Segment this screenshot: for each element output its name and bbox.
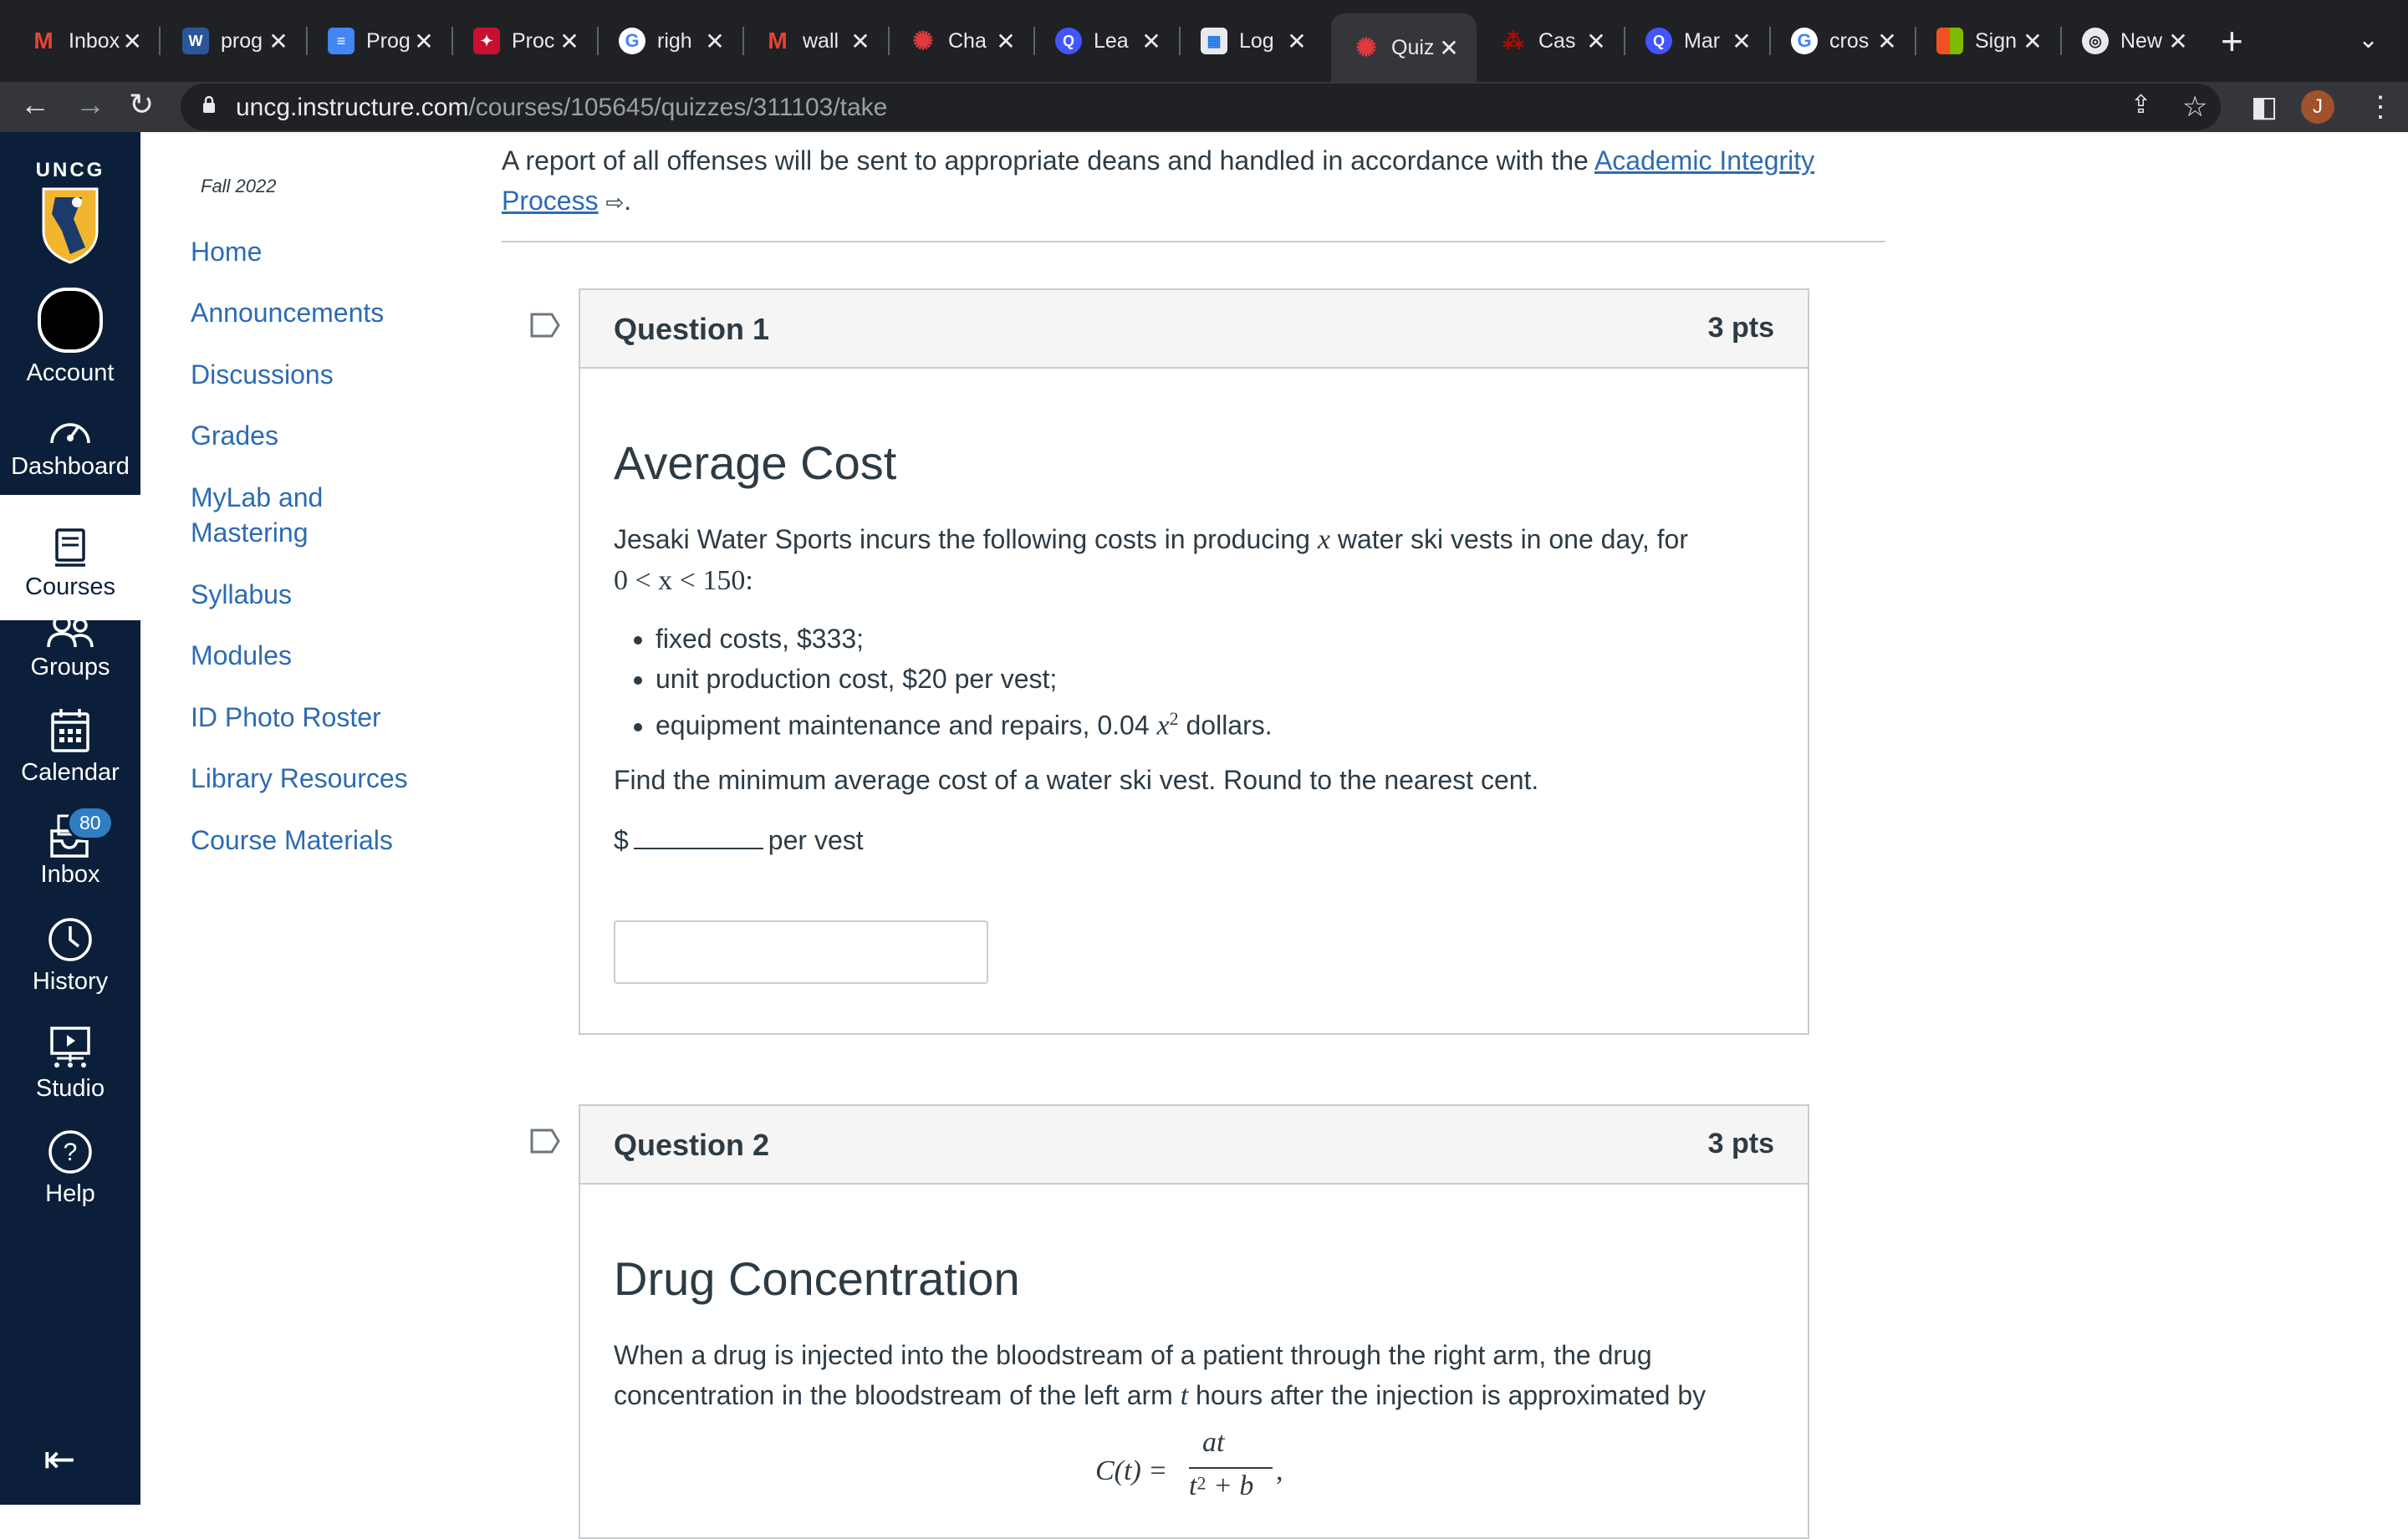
answer-format-line bbox=[614, 820, 1784, 860]
nav-inbox[interactable] bbox=[0, 806, 140, 889]
external-link-icon: ⇨ bbox=[605, 190, 625, 215]
question-prompt: Find the minimum average cost of a water ski vest. Round to the nearest cent. bbox=[614, 765, 1539, 795]
close-icon[interactable]: ✕ bbox=[559, 28, 579, 54]
close-icon[interactable]: ✕ bbox=[705, 28, 725, 54]
browser-tab[interactable] bbox=[1179, 15, 1324, 67]
tab-label: righ bbox=[657, 28, 692, 53]
close-icon[interactable]: ✕ bbox=[414, 28, 434, 54]
microsoft-icon bbox=[1936, 28, 1963, 54]
math-var: t bbox=[1189, 1470, 1197, 1501]
course-nav-library-resources[interactable]: Library Resources bbox=[191, 763, 408, 793]
canvas-icon: ✺ bbox=[912, 27, 934, 55]
question-title: Question 2 bbox=[614, 1128, 770, 1162]
global-navigation bbox=[0, 132, 140, 1505]
help-icon bbox=[47, 1129, 94, 1175]
address-bar[interactable] bbox=[181, 84, 2221, 130]
course-nav-discussions[interactable]: Discussions bbox=[191, 359, 334, 390]
school-logo-text: UNCG bbox=[35, 159, 105, 181]
formula-denominator bbox=[1189, 1470, 1253, 1502]
course-term: Fall 2022 bbox=[201, 176, 277, 196]
unit-label: per vest bbox=[768, 825, 864, 855]
calendar-icon bbox=[49, 707, 91, 754]
text-part: When a drug is injected into the bloodstream of a patient through the right arm, the drug bbox=[614, 1340, 1652, 1370]
nav-history[interactable] bbox=[0, 916, 140, 996]
tab-search-chevron-icon[interactable]: ⌄ bbox=[2358, 26, 2380, 54]
browser-tab[interactable] bbox=[8, 15, 149, 67]
list-item-text: equipment maintenance and repairs, 0.04 bbox=[656, 710, 1157, 741]
question-header bbox=[580, 1106, 1808, 1185]
close-icon[interactable]: ✕ bbox=[1141, 28, 1161, 54]
formula bbox=[1095, 1427, 1346, 1524]
close-icon[interactable]: ✕ bbox=[996, 28, 1016, 54]
divider bbox=[502, 241, 1885, 242]
course-nav-syllabus[interactable]: Syllabus bbox=[191, 579, 292, 609]
new-tab-button[interactable]: + bbox=[2221, 19, 2243, 63]
back-arrow-icon[interactable]: ← bbox=[20, 87, 50, 121]
math-var: x bbox=[1317, 524, 1330, 555]
course-nav-id-photo-roster[interactable]: ID Photo Roster bbox=[191, 702, 381, 732]
tab-label: Log bbox=[1239, 28, 1274, 53]
question-text bbox=[614, 519, 1784, 601]
course-nav-announcements[interactable]: Announcements bbox=[191, 298, 385, 328]
text-part: Jesaki Water Sports incurs the following costs in producing bbox=[614, 524, 1318, 554]
groups-icon bbox=[47, 612, 94, 649]
close-icon[interactable]: ✕ bbox=[122, 28, 142, 54]
browser-tab-active[interactable] bbox=[1331, 13, 1477, 82]
question-points: 3 pts bbox=[1707, 1128, 1774, 1159]
brand-icon: ✦ bbox=[473, 28, 500, 54]
text-part: water ski vests in one day, for bbox=[1329, 524, 1688, 554]
canvas-icon: ✺ bbox=[1355, 33, 1377, 62]
answer-blank bbox=[634, 821, 763, 849]
course-nav-home[interactable]: Home bbox=[191, 237, 263, 267]
nav-label: Courses bbox=[25, 573, 115, 600]
formula-lhs: C(t) = bbox=[1095, 1455, 1168, 1486]
nav-label: Studio bbox=[35, 1075, 105, 1102]
question-points: 3 pts bbox=[1707, 312, 1774, 344]
svg-text:?: ? bbox=[63, 1139, 78, 1166]
forward-arrow-icon[interactable]: → bbox=[75, 87, 105, 121]
close-icon[interactable]: ✕ bbox=[1586, 28, 1606, 54]
close-icon[interactable]: ✕ bbox=[1439, 34, 1459, 61]
courses-icon bbox=[52, 527, 89, 568]
chrome-icon: ◎ bbox=[2082, 28, 2109, 54]
nav-dashboard[interactable] bbox=[0, 411, 140, 481]
nav-label: History bbox=[32, 968, 109, 995]
nav-label: Inbox bbox=[40, 861, 100, 888]
browser-tab[interactable] bbox=[1033, 15, 1179, 67]
notice-suffix: . bbox=[624, 186, 632, 216]
tab-label: Lea bbox=[1094, 28, 1129, 53]
quizlet-icon: Q bbox=[1645, 28, 1672, 54]
puzzle-icon: ▦ bbox=[1201, 28, 1227, 54]
list-item: • unit production cost, $20 per vest; bbox=[656, 659, 1273, 699]
tab-label: prog bbox=[221, 28, 263, 53]
browser-tab[interactable] bbox=[1478, 15, 1624, 67]
browser-tab[interactable] bbox=[1915, 15, 2060, 67]
close-icon[interactable]: ✕ bbox=[1287, 28, 1307, 54]
google-icon: G bbox=[1791, 28, 1818, 54]
browser-tab-bar bbox=[0, 0, 2408, 82]
tab-label: Cas bbox=[1538, 28, 1576, 53]
nav-label: Help bbox=[45, 1180, 95, 1207]
quizlet-icon: Q bbox=[1055, 28, 1082, 54]
formula-end: , bbox=[1276, 1455, 1283, 1486]
browser-tab[interactable] bbox=[161, 15, 306, 67]
lock-icon[interactable] bbox=[202, 95, 216, 114]
browser-tab[interactable] bbox=[306, 15, 452, 67]
browser-tab[interactable] bbox=[742, 15, 888, 67]
tab-label: cros bbox=[1829, 28, 1870, 53]
formula-numerator: at bbox=[1202, 1427, 1225, 1458]
cost-list bbox=[614, 619, 1273, 747]
question-heading: Drug Concentration bbox=[614, 1252, 1020, 1305]
nav-help[interactable] bbox=[0, 1129, 140, 1208]
notice-text: A report of all offenses will be sent to appropriate deans and handled in accordance with the bbox=[502, 145, 1594, 176]
school-logo-icon[interactable] bbox=[40, 181, 100, 264]
tab-label: Proc bbox=[512, 28, 555, 53]
text-part: hours after the injection is approximated by bbox=[1188, 1380, 1707, 1410]
question-card bbox=[579, 1104, 1809, 1539]
academic-integrity-notice bbox=[502, 140, 1873, 222]
gmail-icon: M bbox=[768, 28, 788, 54]
math-exponent: 2 bbox=[1169, 708, 1179, 729]
close-icon[interactable]: ✕ bbox=[1732, 28, 1752, 54]
share-icon[interactable]: ⇪ bbox=[2130, 91, 2152, 119]
tab-label: Mar bbox=[1684, 28, 1721, 53]
reload-icon[interactable]: ↻ bbox=[129, 87, 155, 121]
text-part: concentration in the bloodstream of the left arm bbox=[614, 1380, 1181, 1410]
course-nav-mylab[interactable]: MyLab and Mastering bbox=[191, 482, 324, 548]
question-header bbox=[580, 290, 1808, 369]
browser-toolbar bbox=[0, 82, 2408, 132]
docs-icon: ≡ bbox=[328, 28, 355, 54]
fraction-bar bbox=[1189, 1467, 1273, 1469]
tab-label: Quiz bbox=[1391, 35, 1435, 59]
tab-label: Cha bbox=[948, 28, 987, 53]
url-host: uncg.instructure.com bbox=[236, 94, 469, 121]
dollar-sign: $ bbox=[614, 825, 629, 855]
nav-account[interactable] bbox=[0, 288, 140, 387]
tab-label: Inbox bbox=[69, 28, 120, 53]
close-icon[interactable]: ✕ bbox=[2023, 28, 2043, 54]
nav-courses[interactable] bbox=[0, 495, 140, 620]
nav-label: Groups bbox=[30, 654, 110, 680]
url-path: /courses/105645/quizzes/311103/take bbox=[468, 94, 888, 121]
browser-tab[interactable] bbox=[1769, 15, 1915, 67]
close-icon[interactable]: ✕ bbox=[850, 28, 870, 54]
question-title: Question 1 bbox=[614, 312, 770, 346]
tab-label: wall bbox=[803, 28, 839, 53]
math-range: 0 < x < 150: bbox=[614, 565, 753, 596]
history-icon bbox=[47, 916, 94, 963]
nav-groups[interactable] bbox=[0, 612, 140, 681]
tab-label: Sign bbox=[1975, 28, 2018, 53]
nav-calendar[interactable] bbox=[0, 707, 140, 787]
flag-question-icon[interactable] bbox=[530, 1129, 560, 1154]
side-panel-icon[interactable]: ◧ bbox=[2251, 91, 2278, 123]
answer-input[interactable] bbox=[614, 920, 988, 984]
course-nav-course-materials[interactable]: Course Materials bbox=[191, 825, 393, 855]
question-text bbox=[614, 1335, 1784, 1416]
close-icon[interactable]: ✕ bbox=[2168, 28, 2188, 54]
math-exponent: 2 bbox=[1196, 1472, 1207, 1494]
url-text bbox=[236, 94, 887, 122]
gmail-icon: M bbox=[33, 28, 54, 54]
close-icon[interactable]: ✕ bbox=[1877, 28, 1897, 54]
math-term: + b bbox=[1206, 1470, 1254, 1501]
list-item: • fixed costs, $333; bbox=[656, 619, 1273, 659]
studio-icon bbox=[47, 1025, 94, 1070]
unread-count-badge: 80 bbox=[67, 806, 114, 840]
browser-tab[interactable] bbox=[2060, 15, 2206, 67]
browser-tab[interactable] bbox=[1624, 15, 1769, 67]
course-nav-grades[interactable]: Grades bbox=[191, 420, 278, 451]
collapse-nav-icon[interactable]: ⇤ bbox=[43, 1437, 76, 1480]
acrobat-icon: ⁂ bbox=[1502, 28, 1524, 54]
google-icon: G bbox=[619, 28, 645, 54]
flag-question-icon[interactable] bbox=[530, 313, 560, 338]
dashboard-icon bbox=[47, 411, 94, 448]
nav-studio[interactable] bbox=[0, 1025, 140, 1103]
math-var: x bbox=[1156, 710, 1170, 741]
question-heading: Average Cost bbox=[614, 436, 897, 489]
close-icon[interactable]: ✕ bbox=[268, 28, 288, 54]
course-nav-modules[interactable]: Modules bbox=[191, 640, 292, 670]
nav-label: Dashboard bbox=[11, 453, 130, 480]
question-card bbox=[579, 288, 1809, 1035]
math-var: t bbox=[1180, 1380, 1189, 1411]
nav-label: Account bbox=[26, 359, 115, 386]
browser-tab[interactable] bbox=[452, 15, 597, 67]
bookmark-star-icon[interactable]: ☆ bbox=[2182, 91, 2208, 123]
academic-integrity-link-cont[interactable]: Process bbox=[502, 186, 599, 216]
list-item-text: dollars. bbox=[1186, 710, 1273, 741]
profile-avatar[interactable]: J bbox=[2301, 90, 2334, 124]
academic-integrity-link[interactable]: Academic Integrity bbox=[1594, 145, 1815, 176]
tab-label: Prog bbox=[366, 28, 411, 53]
tab-label: New bbox=[2120, 28, 2163, 53]
account-avatar bbox=[38, 288, 103, 353]
word-icon: W bbox=[182, 28, 209, 54]
browser-tab[interactable] bbox=[888, 15, 1033, 67]
list-item bbox=[656, 699, 1273, 747]
nav-label: Calendar bbox=[21, 759, 120, 786]
kebab-menu-icon[interactable]: ⋮ bbox=[2366, 91, 2395, 123]
browser-tab[interactable] bbox=[597, 15, 742, 67]
